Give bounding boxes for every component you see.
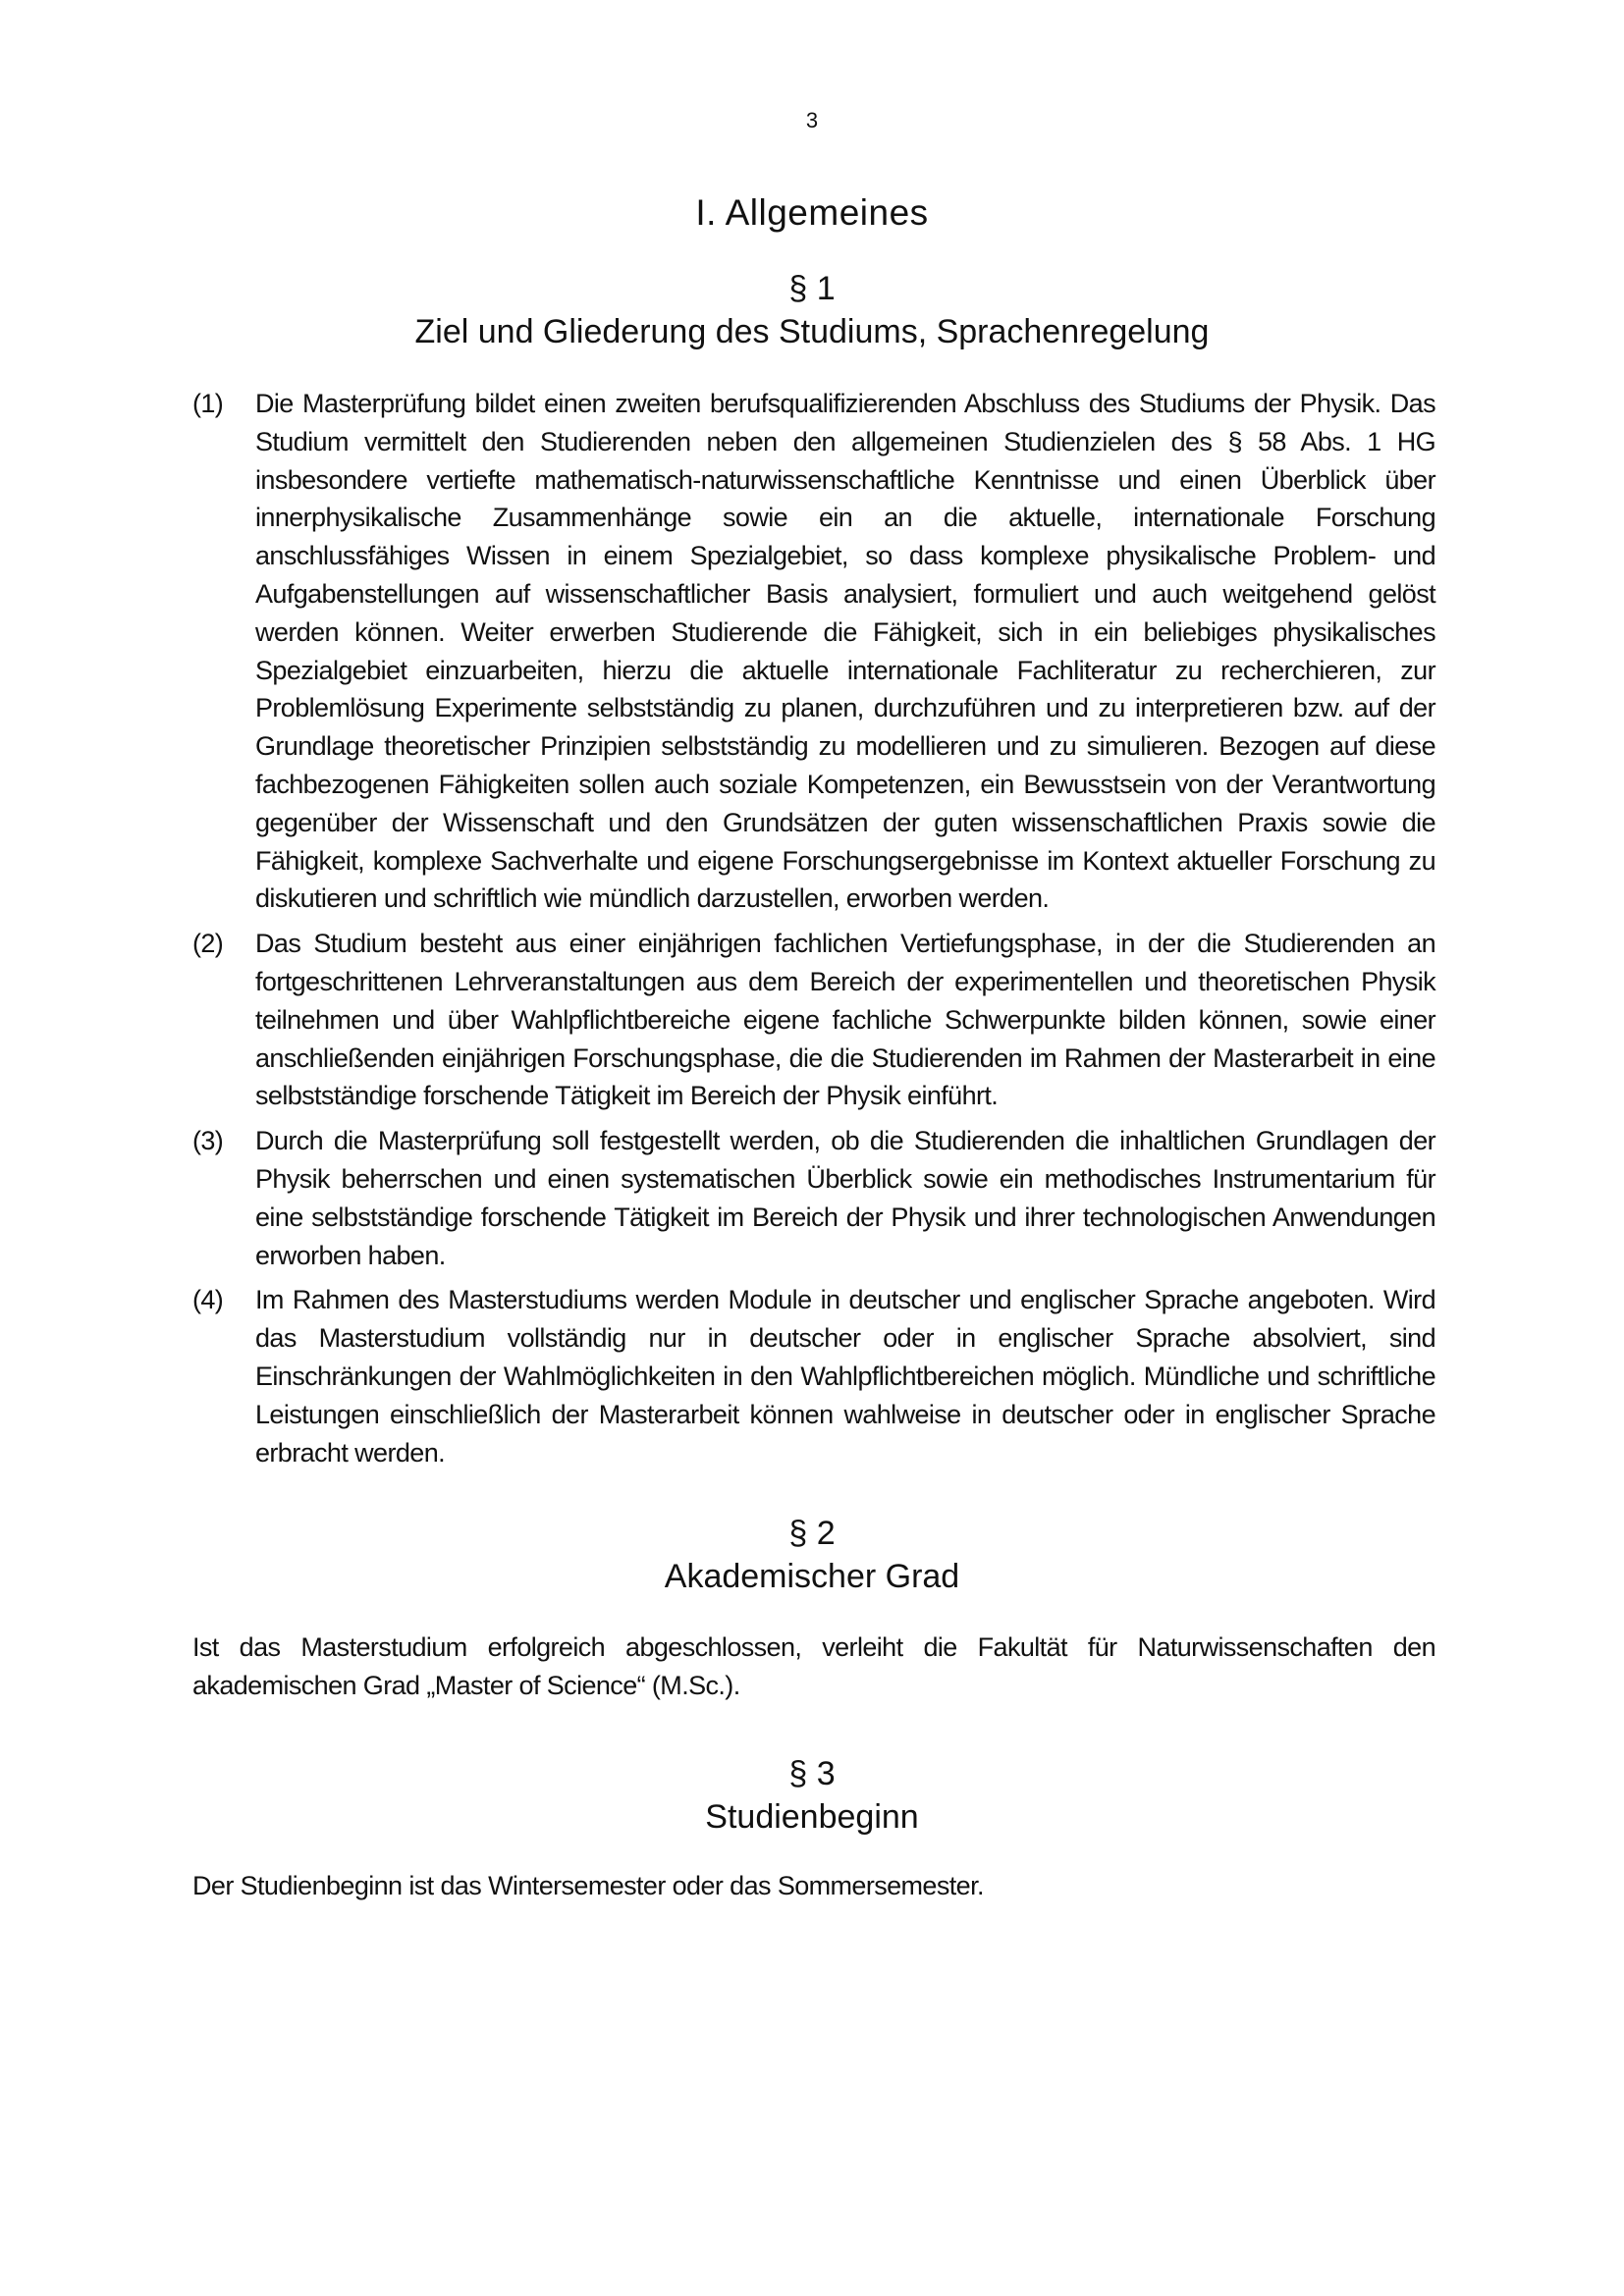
paragraph-item — [192, 1122, 1435, 1274]
paragraph-item — [192, 925, 1435, 1115]
page-number: 3 — [805, 108, 819, 133]
section-title: Studienbeginn — [705, 1798, 919, 1836]
paragraph-number: (3) — [192, 1126, 224, 1156]
section-heading-2 — [0, 1512, 1624, 1598]
section-mark: § 2 — [788, 1515, 836, 1552]
section-body-text: Ist das Masterstudium erfolgreich abgeschlossen, verleiht die Fakultät für Naturwissenschaften den akademischen Grad „Master of Science“ (M.Sc.). — [192, 1632, 1435, 1700]
section-title: Akademischer Grad — [664, 1558, 960, 1595]
section-heading-3 — [0, 1752, 1624, 1839]
section-heading-1 — [0, 267, 1624, 353]
paragraph-number: (1) — [192, 389, 224, 418]
section-body-text: Der Studienbeginn ist das Wintersemester oder das Sommersemester. — [192, 1871, 984, 1900]
paragraph-text: Die Masterprüfung bildet einen zweiten berufsqualifizierenden Abschluss des Studiums der Physik. Das Studium vermittelt den Studierenden neben den allgemeinen Studienzielen des § 58 Abs. 1 HG insbesondere vertiefte mathematisch-naturwissenschaftliche Kenntnisse und einen Überblick über innerphysikalische Zusammenhänge sowie ein an die aktuelle, internationale Forschung anschlussfähiges Wissen in einem Spezialgebiet, so dass komplexe physikalische Problem- und Aufgabenstellungen auf wissenschaftlicher Basis analysiert, formuliert und auch weitgehend gelöst werden können. Weiter erwerben Studierende die Fähigkeit, sich in ein beliebiges physikalisches Spezialgebiet einzuarbeiten, hierzu die aktuelle internationale Fachliteratur zu recherchieren, zur Problemlösung Experimente selbstständig zu planen, durchzuführen und zu interpretieren bzw. auf der Grundlage theoretischer Prinzipien selbstständig zu modellieren und zu simulieren. Bezogen auf diese fachbezogenen Fähigkeiten sollen auch soziale Kompetenzen, ein Bewusstsein von der Verantwortung gegenüber der Wissenschaft und den Grundsätzen der guten wissenschaftlichen Praxis sowie die Fähigkeit, komplexe Sachverhalte und eigene Forschungsergebnisse im Kontext aktueller Forschung zu diskutieren und schriftlich wie mündlich darzustellen, erworben werden. — [255, 389, 1435, 914]
paragraph-text: Im Rahmen des Masterstudiums werden Module in deutscher und englischer Sprache angeboten. Wird das Masterstudium vollständig nur in deutscher oder in englischer Sprache absolviert, sind Einschränkungen der Wahlmöglichkeiten in den Wahlpflichtbereichen möglich. Mündliche und schriftliche Leistungen einschließlich der Masterarbeit können wahlweise in deutscher oder in englischer Sprache erbracht werden. — [255, 1285, 1435, 1468]
paragraph-number: (2) — [192, 929, 224, 959]
paragraph-number: (4) — [192, 1285, 224, 1315]
section-title: Ziel und Gliederung des Studiums, Sprachenregelung — [414, 313, 1210, 350]
chapter-title: I. Allgemeines — [695, 192, 929, 233]
section-mark: § 1 — [788, 270, 836, 307]
paragraph-text: Durch die Masterprüfung soll festgestellt werden, ob die Studierenden die inhaltlichen Grundlagen der Physik beherrschen und einen systematischen Überblick sowie ein methodisches Instrumentarium für eine selbstständige forschende Tätigkeit im Bereich der Physik und ihrer technologischen Anwendungen erworben haben. — [255, 1126, 1435, 1270]
paragraph-item — [192, 385, 1435, 918]
paragraph-text: Das Studium besteht aus einer einjährigen fachlichen Vertiefungsphase, in der die Studierenden an fortgeschrittenen Lehrveranstaltungen aus dem Bereich der experimentellen und theoretischen Physik teilnehmen und über Wahlpflichtbereiche eigene fachliche Schwerpunkte bilden können, sowie einer anschließenden einjährigen Forschungsphase, die die Studierenden im Rahmen der Masterarbeit in eine selbstständige forschende Tätigkeit im Bereich der Physik einführt. — [255, 929, 1435, 1111]
paragraph-item — [192, 1281, 1435, 1471]
section-mark: § 3 — [788, 1755, 836, 1792]
paragraph-list — [192, 385, 1435, 1478]
